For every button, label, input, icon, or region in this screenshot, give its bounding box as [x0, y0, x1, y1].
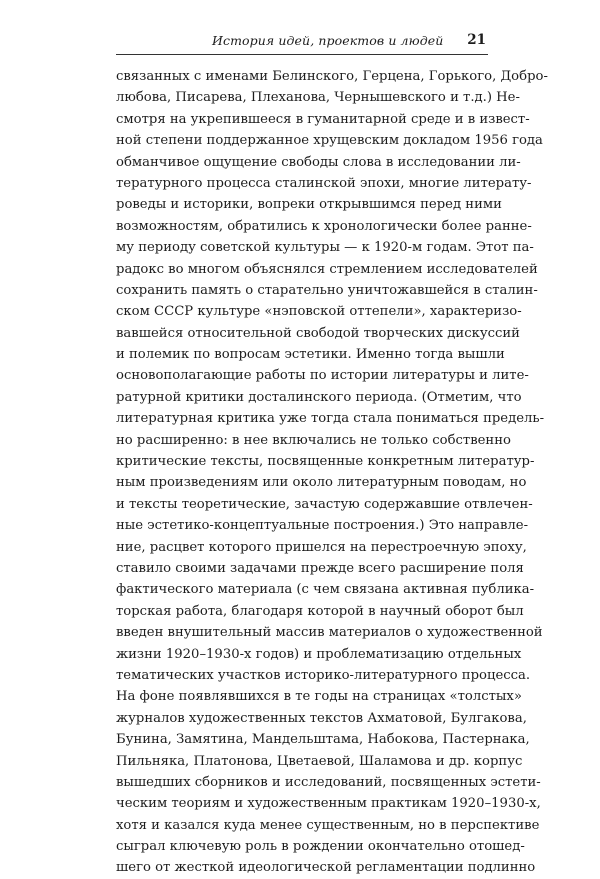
text-line: и полемик по вопросам эстетики. Именно тогда вышли [116, 347, 505, 363]
body-text [116, 66, 548, 879]
text-line: роведы и историки, вопреки открывшимся перед ними [116, 197, 502, 213]
text-line: торская работа, благодаря которой в научный оборот был [116, 603, 524, 619]
text-line: ском СССР культуре «нэповской оттепели», характеризо- [116, 304, 522, 320]
text-line: На фоне появлявшихся в те годы на страницах «толстых» [116, 689, 522, 705]
text-line: сыграл ключевую роль в рождении окончательно отошед- [116, 839, 525, 855]
text-line: му периоду советской культуры — к 1920-м годам. Этот па- [116, 240, 534, 256]
text-line: ставило своими задачами прежде всего расширение поля [116, 560, 524, 576]
text-line: ратурной критики досталинского периода. (Отметим, что [116, 389, 522, 405]
page-number: 21 [467, 32, 486, 48]
text-line: радокс во многом объяснялся стремлением исследователей [116, 261, 538, 277]
text-line: журналов художественных текстов Ахматовой, Булгакова, [116, 710, 527, 726]
running-title: История идей, проектов и людей [212, 33, 444, 48]
text-line: ным произведениям или около литературным поводам, но [116, 475, 527, 491]
text-line: обманчивое ощущение свободы слова в исследовании ли- [116, 154, 521, 170]
text-line: возможностям, обратились к хронологически более ранне- [116, 218, 532, 234]
text-line: но расширенно: в нее включались не только собственно [116, 432, 511, 448]
text-line: смотря на укрепившееся в гуманитарной среде и в извест- [116, 111, 530, 127]
running-head [116, 32, 488, 55]
text-line: любова, Писарева, Плеханова, Чернышевского и т.д.) Не- [116, 90, 520, 106]
text-line: и тексты теоретические, зачастую содержавшие отвлечен- [116, 496, 533, 512]
text-line: основополагающие работы по истории литературы и лите- [116, 368, 529, 384]
text-line: критические тексты, посвященные конкретным литератур- [116, 454, 535, 470]
text-line: ные эстетико-концептуальные построения.) Это направле- [116, 518, 529, 534]
text-line: ческим теориям и художественным практикам 1920–1930-х, [116, 796, 541, 812]
text-line: ной степени поддержанное хрущевским докладом 1956 года [116, 133, 543, 149]
text-line: хотя и казался куда менее существенным, но в перспективе [116, 817, 540, 833]
text-line: шего от жесткой идеологической регламентации подлинно [116, 860, 536, 876]
text-line: жизни 1920–1930-х годов) и проблематизацию отдельных [116, 646, 522, 662]
text-line: вавшейся относительной свободой творческих дискуссий [116, 325, 520, 341]
text-line: тематических участков историко-литературного процесса. [116, 667, 531, 683]
text-line: вышедших сборников и исследований, посвященных эстети- [116, 774, 541, 790]
text-line: литературная критика уже тогда стала пониматься предель- [116, 411, 545, 427]
text-line: связанных с именами Белинского, Герцена, Горького, Добро- [116, 69, 548, 84]
text-line: фактического материала (с чем связана активная публика- [116, 582, 535, 598]
text-line: ние, расцвет которого пришелся на перестроечную эпоху, [116, 539, 527, 555]
text-line: сохранить память о старательно уничтожавшейся в сталин- [116, 282, 538, 298]
text-line: Бунина, Замятина, Мандельштама, Набокова, Пастернака, [116, 732, 530, 748]
text-line: введен внушительный массив материалов о художественной [116, 625, 543, 641]
text-line: Пильняка, Платонова, Цветаевой, Шаламова и др. корпус [116, 753, 523, 769]
text-line: тературного процесса сталинской эпохи, многие литерату- [116, 175, 532, 191]
